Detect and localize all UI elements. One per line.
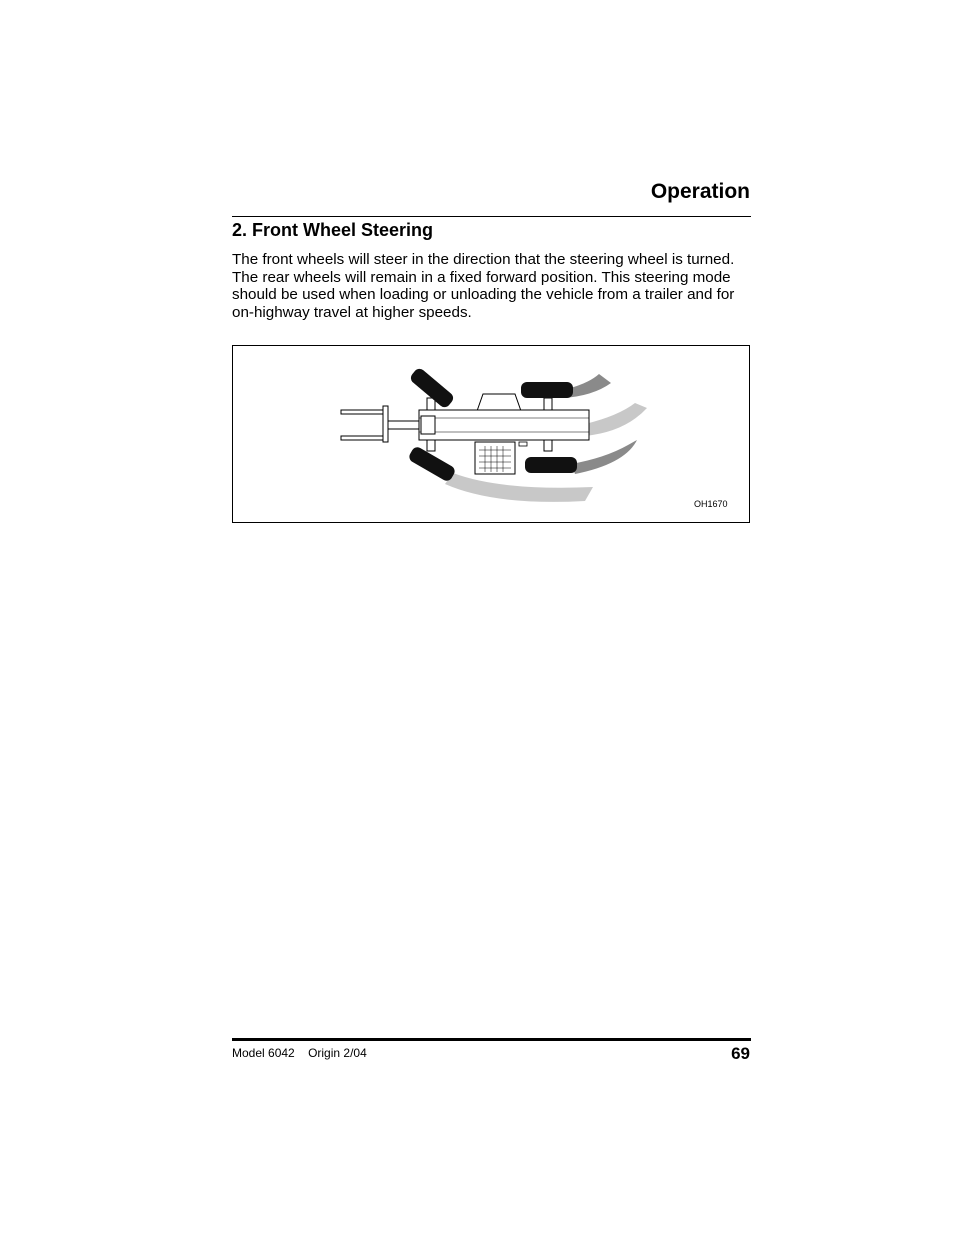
footer-rule [232, 1038, 751, 1041]
fork-lower [341, 436, 385, 440]
front-bottom-arc-light [445, 473, 593, 502]
rear-left-tire [521, 382, 573, 398]
steering-figure [232, 345, 750, 523]
section-title: Operation [650, 180, 750, 203]
figure-code: OH1670 [694, 499, 728, 509]
footer-model: Model 6042 [232, 1046, 295, 1060]
engine-hood [477, 394, 521, 411]
footer-info [232, 1046, 377, 1060]
chassis [419, 410, 589, 440]
header-rule [232, 216, 751, 217]
subheading: 2. Front Wheel Steering [232, 220, 434, 240]
rear-right-tire [525, 457, 577, 473]
boom-pivot [421, 416, 435, 434]
page-number: 69 [731, 1044, 750, 1063]
vehicle-illustration [233, 346, 749, 522]
body-paragraph: The front wheels will steer in the direction that the steering wheel is turned. The rear wheels will remain in a fixed forward position. This steering mode should be used when loading or unloading the vehicle from a trailer and for on-highway travel at higher speeds. [232, 251, 735, 321]
fork-upper [341, 410, 385, 414]
footer-origin: Origin 2/04 [308, 1046, 367, 1060]
boom-tip [388, 421, 420, 429]
cab-step [519, 442, 527, 446]
rear-bottom-arc-dark [571, 440, 637, 474]
fork-carriage [383, 406, 388, 442]
rear-top-arc-light [585, 403, 647, 436]
operator-cab [475, 442, 515, 474]
